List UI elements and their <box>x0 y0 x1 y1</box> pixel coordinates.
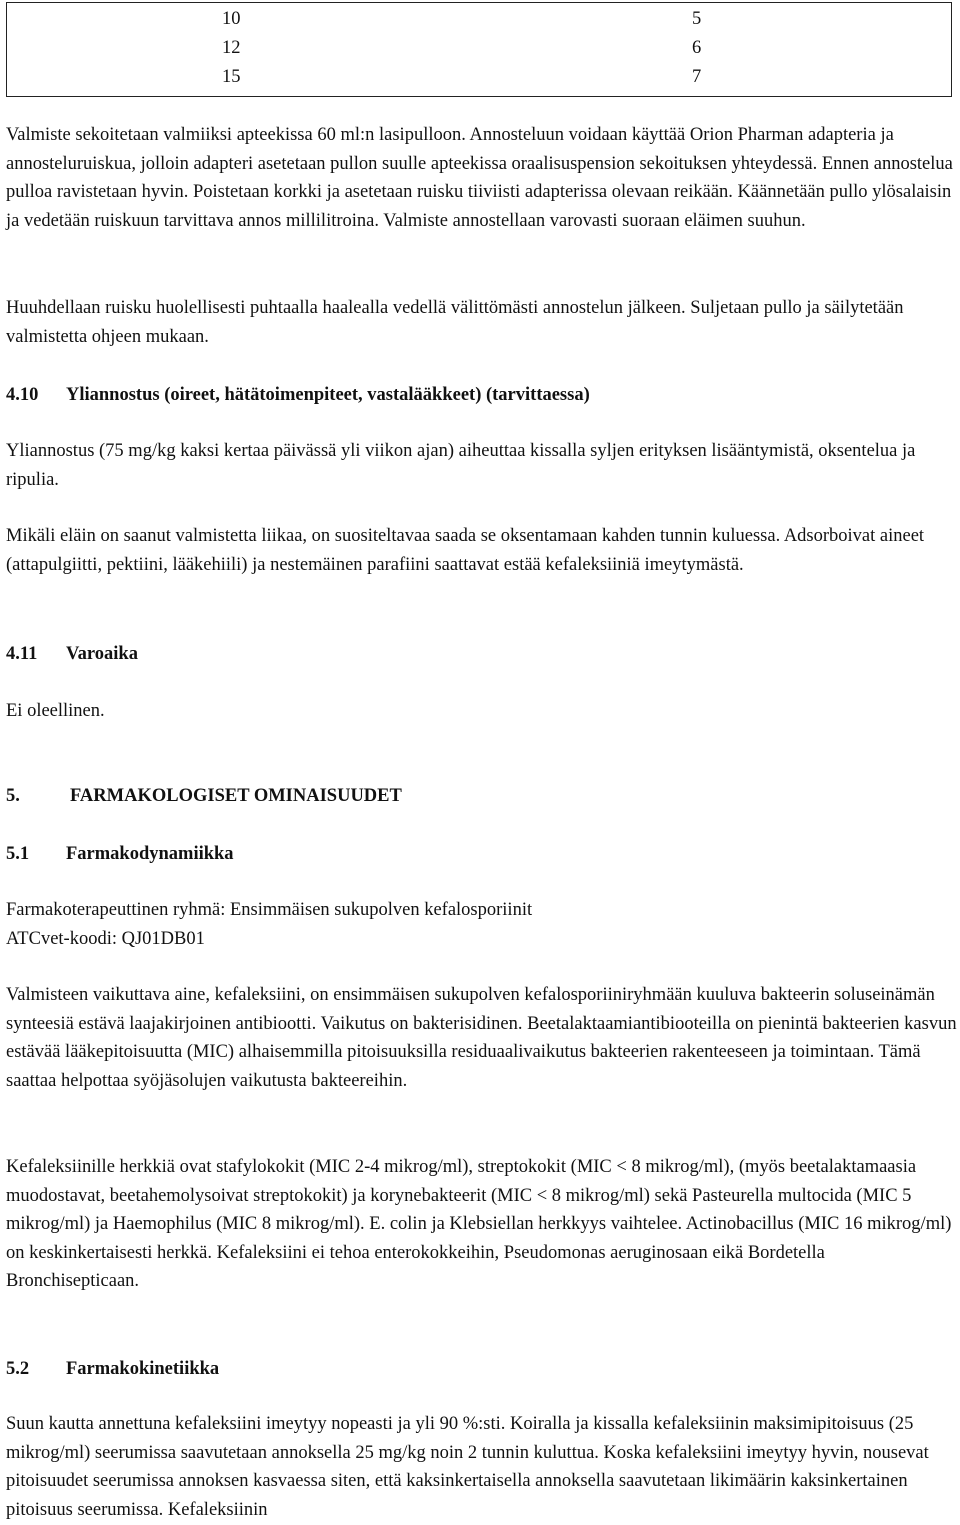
body-text: Ei oleellinen. <box>6 701 105 721</box>
section-number: 5. <box>6 786 20 806</box>
paragraph-overdose-symptoms <box>6 437 960 494</box>
table-cell: 10 <box>222 9 241 29</box>
table-cell: 7 <box>692 67 702 87</box>
paragraph-mechanism <box>6 981 960 1095</box>
heading-5-1 <box>6 840 960 869</box>
section-number: 4.10 <box>6 385 39 405</box>
body-text: Farmakoterapeuttinen ryhmä: Ensimmäisen sukupolven kefalosporiinit <box>6 900 533 920</box>
heading-5-2 <box>6 1355 960 1384</box>
table-cell: 5 <box>692 9 702 29</box>
body-text: Mikäli eläin on saanut valmistetta liikaa, on suositeltavaa saada se oksentamaan kahden tunnin kuluessa. Adsorboivat aineet (attapulgiitti, pektiini, lääkehiili) ja nestemäinen parafiini saattavat estää kefaleksiiniä imeytymästä. <box>6 526 925 575</box>
section-number: 5.2 <box>6 1359 30 1379</box>
table-row <box>7 34 952 63</box>
body-text: ATCvet-koodi: QJ01DB01 <box>6 928 205 949</box>
heading-5 <box>6 782 960 811</box>
table-cell: 15 <box>222 67 241 87</box>
body-text: Kefaleksiinille herkkiä ovat stafylokokit (MIC 2-4 mikrog/ml), streptokokit (MIC < 8 mikrog/ml), (myös beetalaktamaasia muodostavat, beetahemolysoivat streptokokit) ja korynebakteerit (MIC < 8 mikrog/ml) sekä Pasteurella multocida (MIC 5 mikrog/ml) ja Haemophilus (MIC 8 mikrog/ml). E. colin ja Klebsiellan herkkyys vaihtelee. Actinobacillus (MIC 16 mikrog/ml) on keskinkertaisesti herkkä. Kefaleksiini ei tehoa enterokokkeihin, Pseudomonas aeruginosaan eikä Bordetella Bronchisepticaan. <box>6 1157 952 1292</box>
section-title: Yliannostus (oireet, hätätoimenpiteet, vastalääkkeet) (tarvittaessa) <box>66 385 590 405</box>
paragraph-withdrawal <box>6 697 960 726</box>
section-title: Farmakokinetiikka <box>66 1359 220 1379</box>
table-row <box>7 63 952 97</box>
paragraph-pharmacotherapeutic-group <box>6 896 960 953</box>
table-cell: 6 <box>692 38 702 58</box>
heading-4-10 <box>6 381 960 410</box>
paragraph-overdose-treatment <box>6 522 960 579</box>
table-row <box>7 3 952 35</box>
section-title: Farmakodynamiikka <box>66 844 234 864</box>
heading-4-11 <box>6 640 960 669</box>
body-text: Valmiste sekoitetaan valmiiksi apteekissa 60 ml:n lasipulloon. Annosteluun voidaan käyttää Orion Pharman adapteria ja annosteluruiskua, jolloin adapteri asetetaan pullon suulle apteekissa oraalisuspension sekoituksen yhteydessä. Ennen annostelua pulloa ravistetaan hyvin. Poistetaan korkki ja asetetaan ruisku tiiviisti adapterissa olevaan reikään. Käännetään pullo ylösalaisin ja vedetään ruiskuun tarvittava annos millilitroina. Valmiste annostellaan varovasti suoraan eläimen suuhun. <box>6 125 953 231</box>
body-text: Huuhdellaan ruisku huolellisesti puhtaalla haalealla vedellä välittömästi annostelun jälkeen. Suljetaan pullo ja säilytetään valmistetta ohjeen mukaan. <box>6 298 904 347</box>
table-cell: 12 <box>222 38 241 58</box>
paragraph-susceptibility <box>6 1153 960 1296</box>
paragraph-rinsing <box>6 294 960 351</box>
paragraph-pharmacokinetics <box>6 1410 960 1524</box>
section-number: 4.11 <box>6 644 38 664</box>
dose-table <box>6 2 952 97</box>
section-title: Varoaika <box>66 644 138 664</box>
body-text: Valmisteen vaikuttava aine, kefaleksiini, on ensimmäisen sukupolven kefalosporiiniryhmään kuuluva bakteerin soluseinämän synteesiä estävä laajakirjoinen antibiootti. Vaikutus on bakterisidinen. Beetalaktaamiantibiooteilla on pienintä bakteerien kasvun estävää lääkepitoisuutta (MIC) alhaisemmilla pitoisuuksilla residuaalivaikutus bakteerien rakenteeseen ja toimintaan. Tämä saattaa helpottaa syöjäsolujen vaikutusta bakteereihin. <box>6 985 957 1091</box>
section-title: FARMAKOLOGISET OMINAISUUDET <box>70 786 402 806</box>
body-text: Yliannostus (75 mg/kg kaksi kertaa päivässä yli viikon ajan) aiheuttaa kissalla syljen erityksen lisääntymistä, oksentelua ja ripulia. <box>6 441 916 490</box>
paragraph-dosing-instructions <box>6 121 960 235</box>
section-number: 5.1 <box>6 844 30 864</box>
body-text: Suun kautta annettuna kefaleksiini imeytyy nopeasti ja yli 90 %:sti. Koiralla ja kissalla kefaleksiinin maksimipitoisuus (25 mikrog/ml) seerumissa saavutetaan annoksella 25 mg/kg noin 2 tunnin kuluttua. Koska kefaleksiini imeytyy hyvin, nousevat pitoisuudet seerumissa annoksen kasvaessa siten, että kaksinkertaisella annoksella saavutetaan likimäärin kaksinkertainen pitoisuus seerumissa. Kefaleksiinin <box>6 1414 929 1520</box>
